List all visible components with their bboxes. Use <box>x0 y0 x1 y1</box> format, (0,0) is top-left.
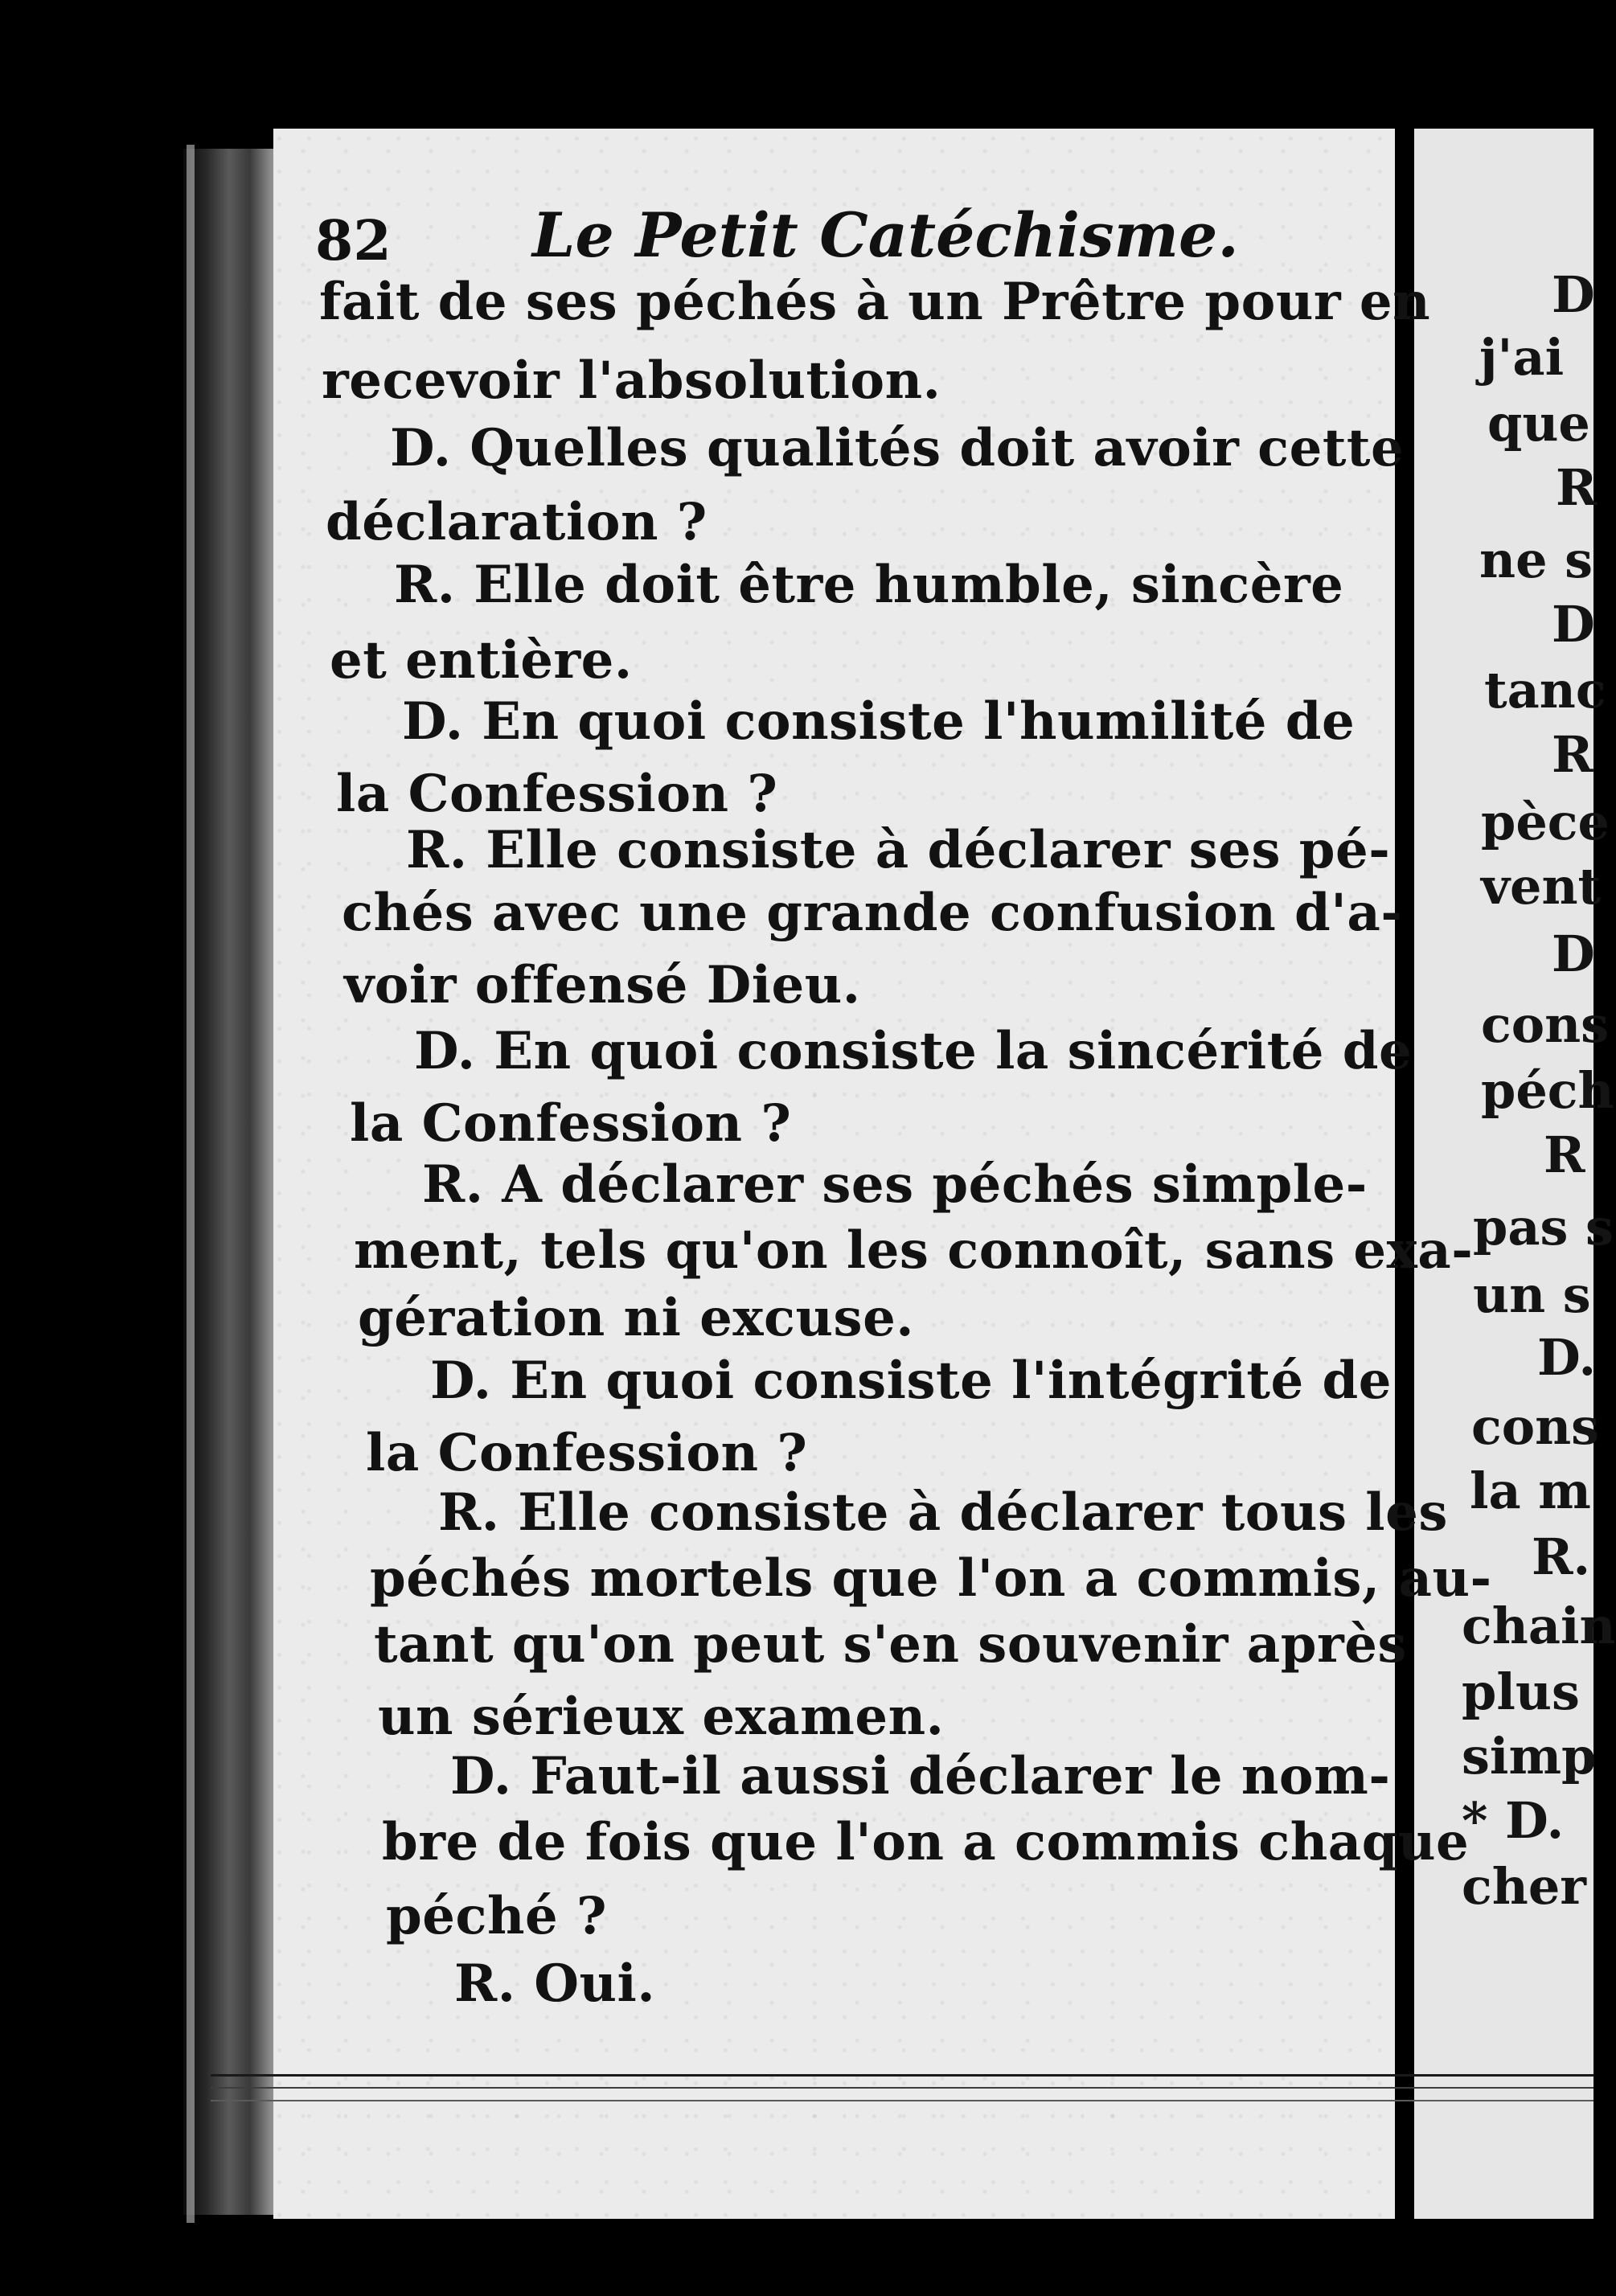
scanner-streak <box>211 2100 1593 2101</box>
right-page-fragment: cher <box>1462 1857 1586 1916</box>
right-page-fragment: cons <box>1471 1397 1600 1456</box>
right-page-fragment: D <box>1552 595 1595 654</box>
right-page-fragment: la m <box>1470 1462 1591 1520</box>
right-page-fragment: pas s <box>1473 1198 1614 1257</box>
right-page-fragment: R <box>1544 1125 1585 1184</box>
text-line: péché ? <box>386 1886 607 1946</box>
text-line: péchés mortels que l'on a commis, au- <box>370 1548 1492 1609</box>
text-line: un sérieux examen. <box>378 1687 945 1747</box>
right-page-fragment: * D. <box>1462 1791 1565 1850</box>
text-line: D. En quoi consiste l'humilité de <box>402 691 1356 752</box>
text-line: R. Elle doit être humble, sincère <box>394 555 1344 615</box>
right-page-fragment: D. <box>1537 1328 1597 1387</box>
text-line: la Confession ? <box>336 764 778 824</box>
right-page-fragment: simp <box>1462 1727 1597 1786</box>
text-line: la Confession ? <box>350 1093 792 1154</box>
text-line: tant qu'on peut s'en souvenir après <box>374 1614 1407 1675</box>
right-page-fragment: R <box>1556 458 1598 517</box>
text-line: D. Faut-il aussi déclarer le nom- <box>450 1746 1391 1806</box>
page-header <box>315 199 1239 280</box>
text-line: gération ni excuse. <box>358 1288 915 1348</box>
right-page-fragment: cons <box>1481 995 1610 1054</box>
right-page-fragment: chain <box>1462 1597 1616 1655</box>
right-page-fragment: un s <box>1473 1265 1591 1324</box>
text-line: R. A déclarer ses péchés simple- <box>422 1154 1368 1215</box>
right-page-fragment: plus <box>1462 1663 1580 1721</box>
text-line: fait de ses péchés à un Prêtre pour en <box>319 272 1431 332</box>
text-line: et entière. <box>330 630 633 691</box>
text-line: déclaration ? <box>326 492 708 552</box>
right-page-fragment: que <box>1487 394 1590 453</box>
right-page-fragment: tanc <box>1484 661 1606 720</box>
text-line: bre de fois que l'on a commis chaque <box>382 1812 1470 1872</box>
text-line: R. Oui. <box>454 1954 656 2014</box>
text-line: ment, tels qu'on les connoît, sans exa- <box>354 1220 1474 1281</box>
text-line: D. Quelles qualités doit avoir cette <box>390 418 1405 478</box>
text-line: la Confession ? <box>366 1423 808 1483</box>
scanner-streak <box>211 2074 1593 2077</box>
right-page-fragment: R <box>1552 725 1593 784</box>
right-page-fragment: D <box>1552 265 1595 324</box>
text-line: voir offensé Dieu. <box>344 955 861 1015</box>
scanner-streak <box>211 2087 1593 2089</box>
text-line: D. En quoi consiste la sincérité de <box>414 1021 1413 1081</box>
text-line: recevoir l'absolution. <box>322 351 941 411</box>
text-line: R. Elle consiste à déclarer tous les <box>438 1482 1448 1543</box>
right-page-fragment: R. <box>1532 1527 1591 1586</box>
right-page-fragment: j'ai <box>1479 328 1565 387</box>
text-line: chés avec une grande confusion d'a- <box>342 883 1403 943</box>
right-page-fragment: ne s <box>1479 531 1593 589</box>
right-page-fragment: pèce <box>1481 793 1610 851</box>
running-title: Le Petit Catéchisme. <box>532 199 1239 271</box>
text-line: R. Elle consiste à déclarer ses pé- <box>406 820 1391 880</box>
text-line: D. En quoi consiste l'intégrité de <box>430 1351 1392 1411</box>
right-page-fragment: vent <box>1481 857 1602 916</box>
page-number: 82 <box>315 209 392 273</box>
right-page-fragment: péch <box>1481 1061 1614 1120</box>
right-page-fragment: D <box>1552 925 1595 983</box>
gutter-edge <box>187 145 195 2223</box>
